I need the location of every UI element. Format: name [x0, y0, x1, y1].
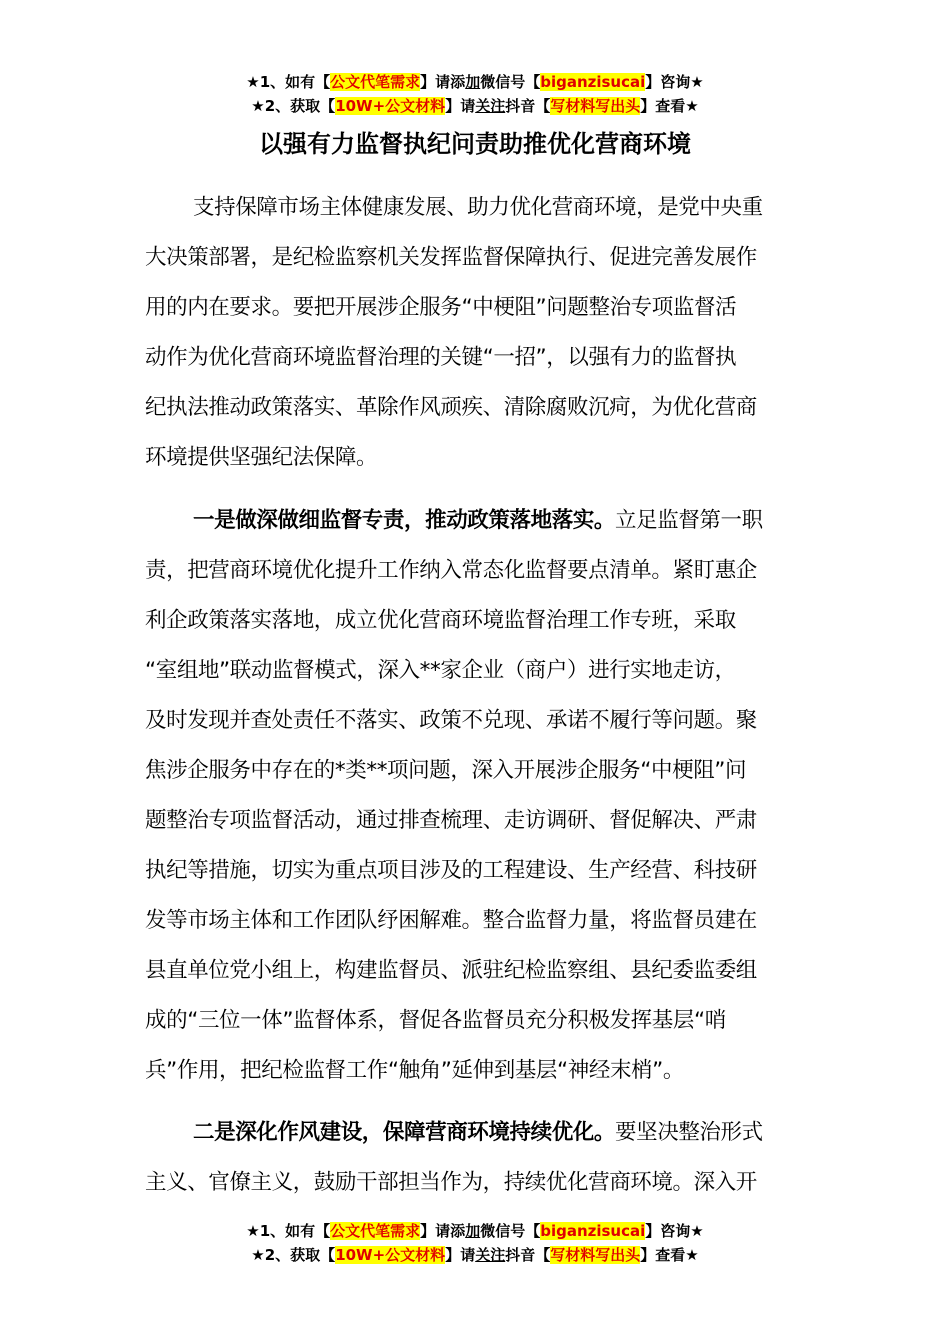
underlined-text: 关注 [475, 97, 506, 115]
highlight-text: 10W+公文材料 [335, 97, 446, 115]
banner-text: 】请添 [420, 1222, 466, 1240]
text-line: 焦涉企服务中存在的*类**项问题，深入开展涉企服务“中梗阻”问 [145, 758, 747, 783]
text-line: “室组地”联动监督模式，深入**家企业（商户）进行实地走访， [145, 658, 736, 683]
banner-text: 】查看★ [640, 1246, 699, 1264]
text-line: 利企政策落实落地，成立优化营商环境监督治理工作专班，采取 [145, 608, 736, 633]
text-line: 责，把营商环境优化提升工作纳入常态化监督要点清单。紧盯惠企 [145, 558, 757, 583]
banner-line-2 [0, 94, 950, 118]
banner-text: ★1、如有【 [246, 1222, 331, 1240]
underlined-text: 关注 [475, 1246, 506, 1264]
text-line: 支持保障市场主体健康发展、助力优化营商环境，是党中央重 [193, 195, 763, 220]
banner-line-2 [0, 1243, 950, 1267]
banner-line-1 [0, 70, 950, 94]
text-line: 环境提供坚强纪法保障。 [145, 445, 378, 470]
highlight-text: biganzisucai [540, 73, 646, 91]
highlight-text: 写材料写出头 [550, 97, 641, 115]
highlight-text: 写材料写出头 [550, 1246, 641, 1264]
text-line: 大决策部署，是纪检监察机关发挥监督保障执行、促进完善发展作 [145, 245, 757, 270]
text-line [193, 1118, 805, 1148]
text-span: 立足监督第一职 [615, 508, 763, 533]
text-line: 动作为优化营商环境监督治理的关键“一招”，以强有力的监督执 [145, 345, 737, 370]
highlight-text: 公文代笔需求 [330, 1222, 421, 1240]
banner-text: 】查看★ [640, 97, 699, 115]
banner-text: ★1、如有【 [246, 73, 331, 91]
text-line: 发等市场主体和工作团队纾困解难。整合监督力量，将监督员建在 [145, 908, 757, 933]
banner-text: 】请 [445, 97, 476, 115]
banner-text: 】请添 [420, 73, 466, 91]
header-banner [0, 70, 950, 118]
banner-line-1 [0, 1219, 950, 1243]
banner-text: 抖音【 [505, 97, 551, 115]
banner-text: 抖音【 [505, 1246, 551, 1264]
banner-text: 】咨询★ [645, 73, 704, 91]
highlight-text: 10W+公文材料 [335, 1246, 446, 1264]
banner-text: 】咨询★ [645, 1222, 704, 1240]
text-line: 题整治专项监督活动，通过排查梳理、走访调研、督促解决、严肃 [145, 808, 757, 833]
text-line: 纪执法推动政策落实、革除作风顽疾、清除腐败沉疴，为优化营商 [145, 395, 757, 420]
underlined-text: 加 [465, 1222, 481, 1240]
banner-text: ★2、获取【 [251, 1246, 336, 1264]
text-line: 及时发现并查处责任不落实、政策不兑现、承诺不履行等问题。聚 [145, 708, 757, 733]
text-line [193, 506, 805, 536]
highlight-text: biganzisucai [540, 1222, 646, 1240]
underlined-text: 加 [465, 73, 481, 91]
section-heading: 二是深化作风建设，保障营商环境持续优化。 [193, 1120, 616, 1145]
text-line: 主义、官僚主义，鼓励干部担当作为，持续优化营商环境。深入开 [145, 1170, 757, 1195]
text-line: 执纪等措施，切实为重点项目涉及的工程建设、生产经营、科技研 [145, 858, 757, 883]
text-line: 县直单位党小组上，构建监督员、派驻纪检监察组、县纪委监委组 [145, 958, 757, 983]
text-line: 成的“三位一体”监督体系，督促各监督员充分积极发挥基层“哨 [145, 1008, 726, 1033]
text-line: 用的内在要求。要把开展涉企服务“中梗阻”问题整治专项监督活 [145, 295, 737, 320]
text-line: 兵”作用，把纪检监督工作“触角”延伸到基层“神经末梢”。 [145, 1058, 684, 1083]
section-heading: 一是做深做细监督专责，推动政策落地落实。 [193, 508, 616, 533]
text-span: 要坚决整治形式 [615, 1120, 763, 1145]
banner-text: 】请 [445, 1246, 476, 1264]
footer-banner [0, 1219, 950, 1267]
document-title: 以强有力监督执纪问责助推优化营商环境 [259, 130, 691, 158]
banner-text: ★2、获取【 [251, 97, 336, 115]
banner-text: 微信号【 [480, 1222, 541, 1240]
banner-text: 微信号【 [480, 73, 541, 91]
highlight-text: 公文代笔需求 [330, 73, 421, 91]
